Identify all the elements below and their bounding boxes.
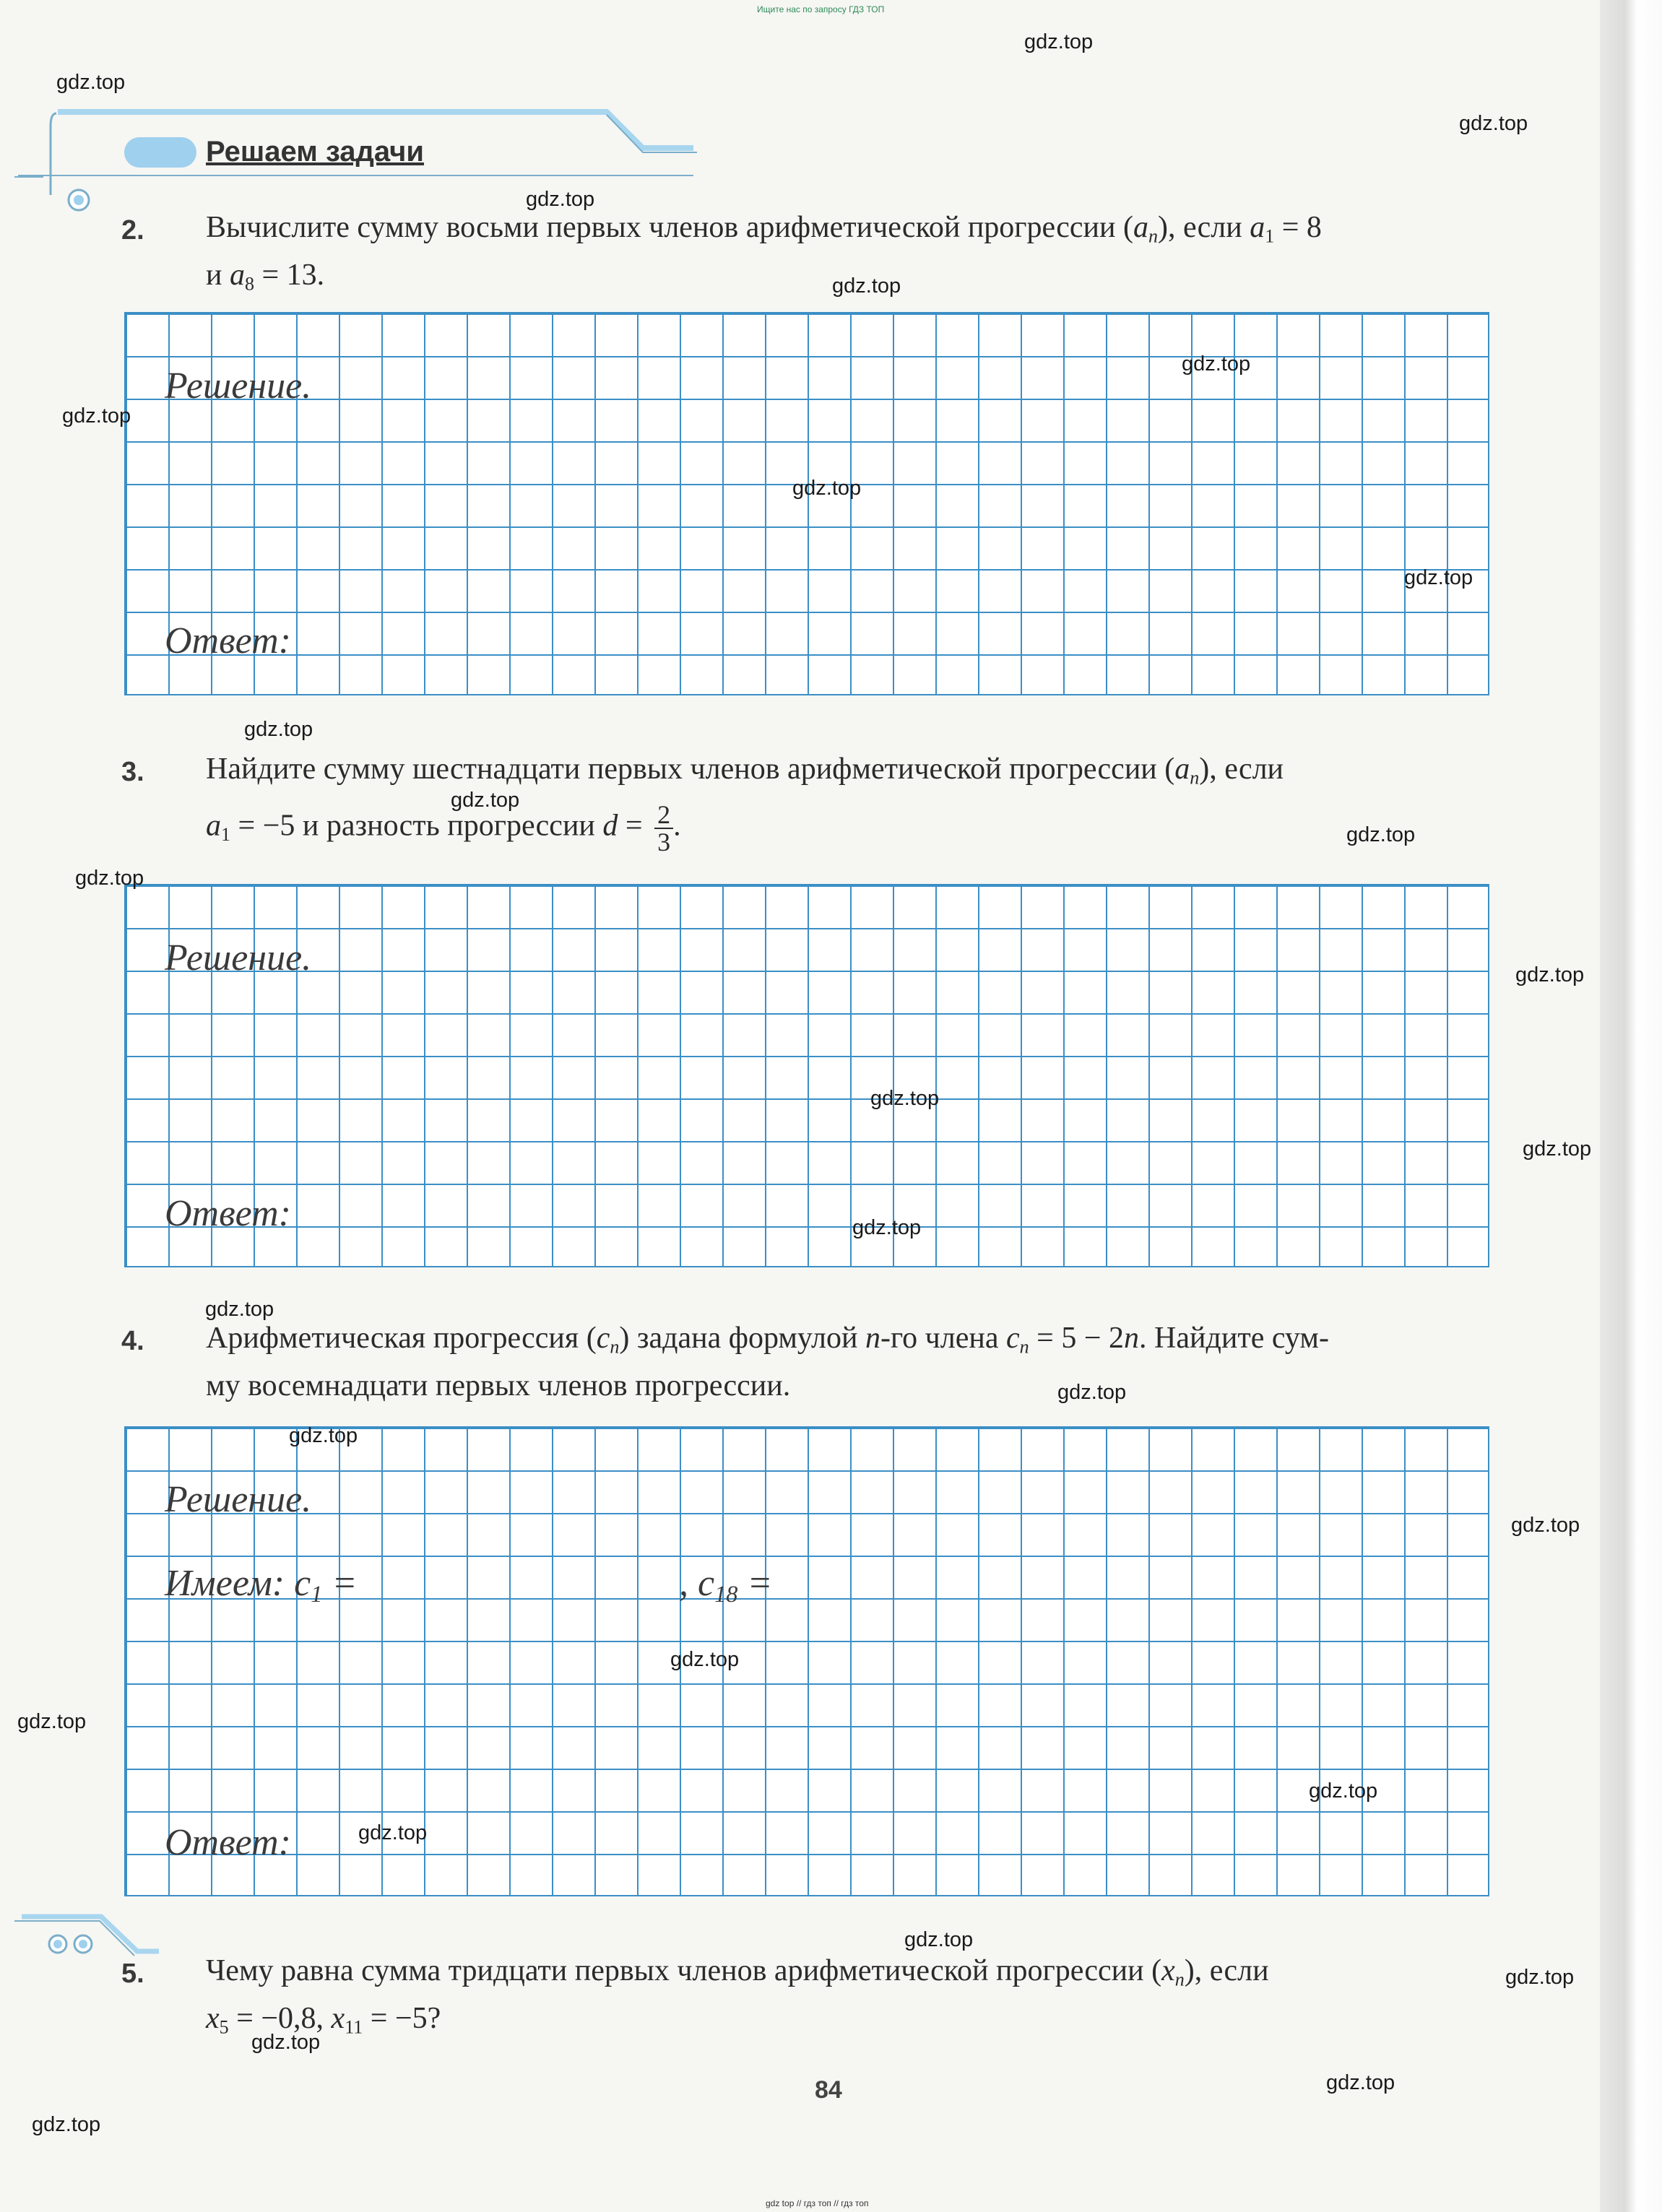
watermark: gdz.top <box>1511 1514 1580 1537</box>
task-3-line1: Найдите сумму шестнадцати первых членов арифметической прогрессии $(a_n)$, если <box>206 752 1284 789</box>
watermark: gdz.top <box>670 1648 740 1671</box>
watermark: gdz.top <box>1346 823 1416 846</box>
handwritten-solution-3: Решение. <box>165 937 312 979</box>
task-5-line2: $x_5 = -0,8$, $x_{11} = -5$? <box>206 2002 441 2038</box>
task-5-line1: Чему равна сумма тридцати первых членов арифметической прогрессии $(x_n)$, если <box>206 1954 1269 1990</box>
handwritten-solution-4: Решение. <box>165 1479 312 1520</box>
task-4-text <box>206 1319 1488 1405</box>
answer-grid-3[interactable] <box>124 884 1489 1267</box>
handwritten-answer-2: Ответ: <box>165 620 291 662</box>
answer-grid-4[interactable] <box>124 1426 1489 1896</box>
answer-grid-2[interactable] <box>124 312 1489 695</box>
watermark: gdz.top <box>1505 1966 1575 1989</box>
watermark: gdz.top <box>1459 112 1528 135</box>
watermark: gdz.top <box>832 274 901 298</box>
watermark: gdz.top <box>244 718 313 741</box>
section-pill-icon <box>124 137 196 168</box>
handwritten-answer-4: Ответ: <box>165 1822 291 1863</box>
watermark: gdz.top <box>852 1216 922 1239</box>
bottom-banner: gdz top // гдз топ // гдз топ <box>766 2198 869 2208</box>
task-number-4: 4. <box>121 1326 144 1356</box>
fraction-two-thirds: $\frac{2}{3}$ <box>654 802 673 855</box>
task-3-text <box>206 750 1488 855</box>
section-title: Решаем задачи <box>206 136 424 168</box>
task-number-3: 3. <box>121 757 144 787</box>
watermark: gdz.top <box>205 1298 274 1321</box>
handwritten-solution-2: Решение. <box>165 365 312 407</box>
task-4-line2: му восемнадцати первых членов прогрессии. <box>206 1369 791 1403</box>
page-edge-shadow <box>1600 0 1662 2212</box>
task-3-line2: $a_1 = -5$ и разность прогрессии d = $\frac{2}{3}$ . <box>206 800 681 857</box>
watermark: gdz.top <box>17 1710 87 1733</box>
handwritten-have-line: Имеем: $c_1$ = <box>165 1563 358 1608</box>
task-number-2: 2. <box>121 215 144 246</box>
bullet-circle-icon <box>66 188 91 212</box>
watermark: gdz.top <box>1326 2071 1395 2094</box>
watermark: gdz.top <box>1404 566 1473 589</box>
watermark: gdz.top <box>289 1424 358 1447</box>
watermark: gdz.top <box>75 867 144 890</box>
watermark: gdz.top <box>1182 352 1251 376</box>
task-2-line1: Вычислите сумму восьми первых членов арифметической прогрессии $(a_n)$, если $a_1 = 8$ <box>206 211 1322 247</box>
task-4-line1: Арифметическая прогрессия $(c_n)$ задана формулой n-го члена $c_n = 5 - 2n$. Найдите сум- <box>206 1322 1329 1358</box>
watermark: gdz.top <box>1309 1779 1378 1803</box>
watermark: gdz.top <box>870 1087 940 1110</box>
handwritten-c18: , $c_{18}$ = <box>679 1563 773 1608</box>
handwritten-answer-3: Ответ: <box>165 1193 291 1234</box>
watermark: gdz.top <box>56 71 126 94</box>
watermark: gdz.top <box>526 188 595 211</box>
watermark: gdz.top <box>904 1928 974 1951</box>
page-number: 84 <box>815 2076 842 2104</box>
watermark: gdz.top <box>792 477 862 500</box>
watermark: gdz.top <box>1057 1381 1127 1404</box>
top-banner: Ищите нас по запросу ГДЗ ТОП <box>757 4 885 14</box>
watermark: gdz.top <box>32 2113 101 2136</box>
watermark: gdz.top <box>62 404 131 428</box>
watermark: gdz.top <box>451 789 520 812</box>
watermark: gdz.top <box>251 2031 321 2054</box>
task-number-5: 5. <box>121 1959 144 1989</box>
task-2-line2: и $a_8 = 13$. <box>206 259 325 295</box>
watermark: gdz.top <box>1523 1137 1592 1161</box>
section-divider <box>14 1907 173 1972</box>
watermark: gdz.top <box>1024 30 1094 53</box>
watermark: gdz.top <box>358 1821 428 1844</box>
watermark: gdz.top <box>1515 963 1585 986</box>
task-5-text <box>206 1951 1488 2047</box>
